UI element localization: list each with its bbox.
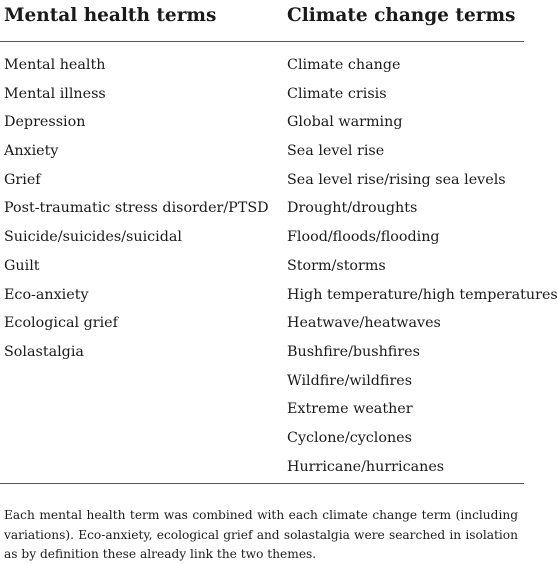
- table-header-row: [0, 4, 524, 38]
- climate-change-term: Flood/floods/flooding: [287, 229, 440, 246]
- climate-change-term: High temperature/high temperatures: [287, 286, 558, 303]
- mental-health-term: Mental illness: [4, 85, 106, 102]
- climate-change-term: Cyclone/cyclones: [287, 429, 412, 446]
- climate-change-term: Global warming: [287, 114, 403, 131]
- mental-health-term: Depression: [4, 114, 86, 131]
- climate-change-terms-column: [287, 55, 558, 485]
- header-mental-health-terms: Mental health terms: [4, 5, 217, 26]
- climate-change-term: Extreme weather: [287, 401, 413, 418]
- climate-change-term: Wildfire/wildfires: [287, 372, 413, 389]
- climate-change-term: Bushfire/bushfires: [287, 343, 420, 360]
- mental-health-term: Eco-anxiety: [4, 286, 89, 303]
- climate-change-term: Hurricane/hurricanes: [287, 458, 445, 475]
- climate-change-term: Storm/storms: [287, 257, 386, 274]
- mental-health-term: Ecological grief: [4, 315, 118, 332]
- mental-health-term: Mental health: [4, 57, 106, 73]
- mental-health-term: Guilt: [4, 257, 40, 274]
- table-footnote: Each mental health term was combined with each climate change term (including variations). Eco-anxiety, ecological grief and solastalgia were searched in isolation as by definition these already link the two themes.: [4, 508, 518, 562]
- climate-change-term: Drought/droughts: [287, 200, 418, 217]
- mental-health-term: Solastalgia: [4, 343, 84, 360]
- climate-change-term: Climate change: [287, 57, 401, 73]
- mental-health-term: Post-traumatic stress disorder/PTSD: [4, 200, 269, 217]
- mental-health-term: Suicide/suicides/suicidal: [4, 229, 182, 246]
- header-climate-change-terms: Climate change terms: [287, 5, 516, 26]
- climate-change-term: Heatwave/heatwaves: [287, 315, 441, 332]
- header-divider: [0, 41, 524, 42]
- climate-change-term: Climate crisis: [287, 85, 387, 102]
- climate-change-term: Sea level rise/rising sea levels: [287, 171, 506, 188]
- mental-health-terms-column: [4, 55, 269, 371]
- mental-health-term: Anxiety: [4, 143, 59, 160]
- climate-change-term: Sea level rise: [287, 143, 385, 160]
- mental-health-term: Grief: [4, 171, 41, 188]
- footnote-divider: [0, 483, 524, 484]
